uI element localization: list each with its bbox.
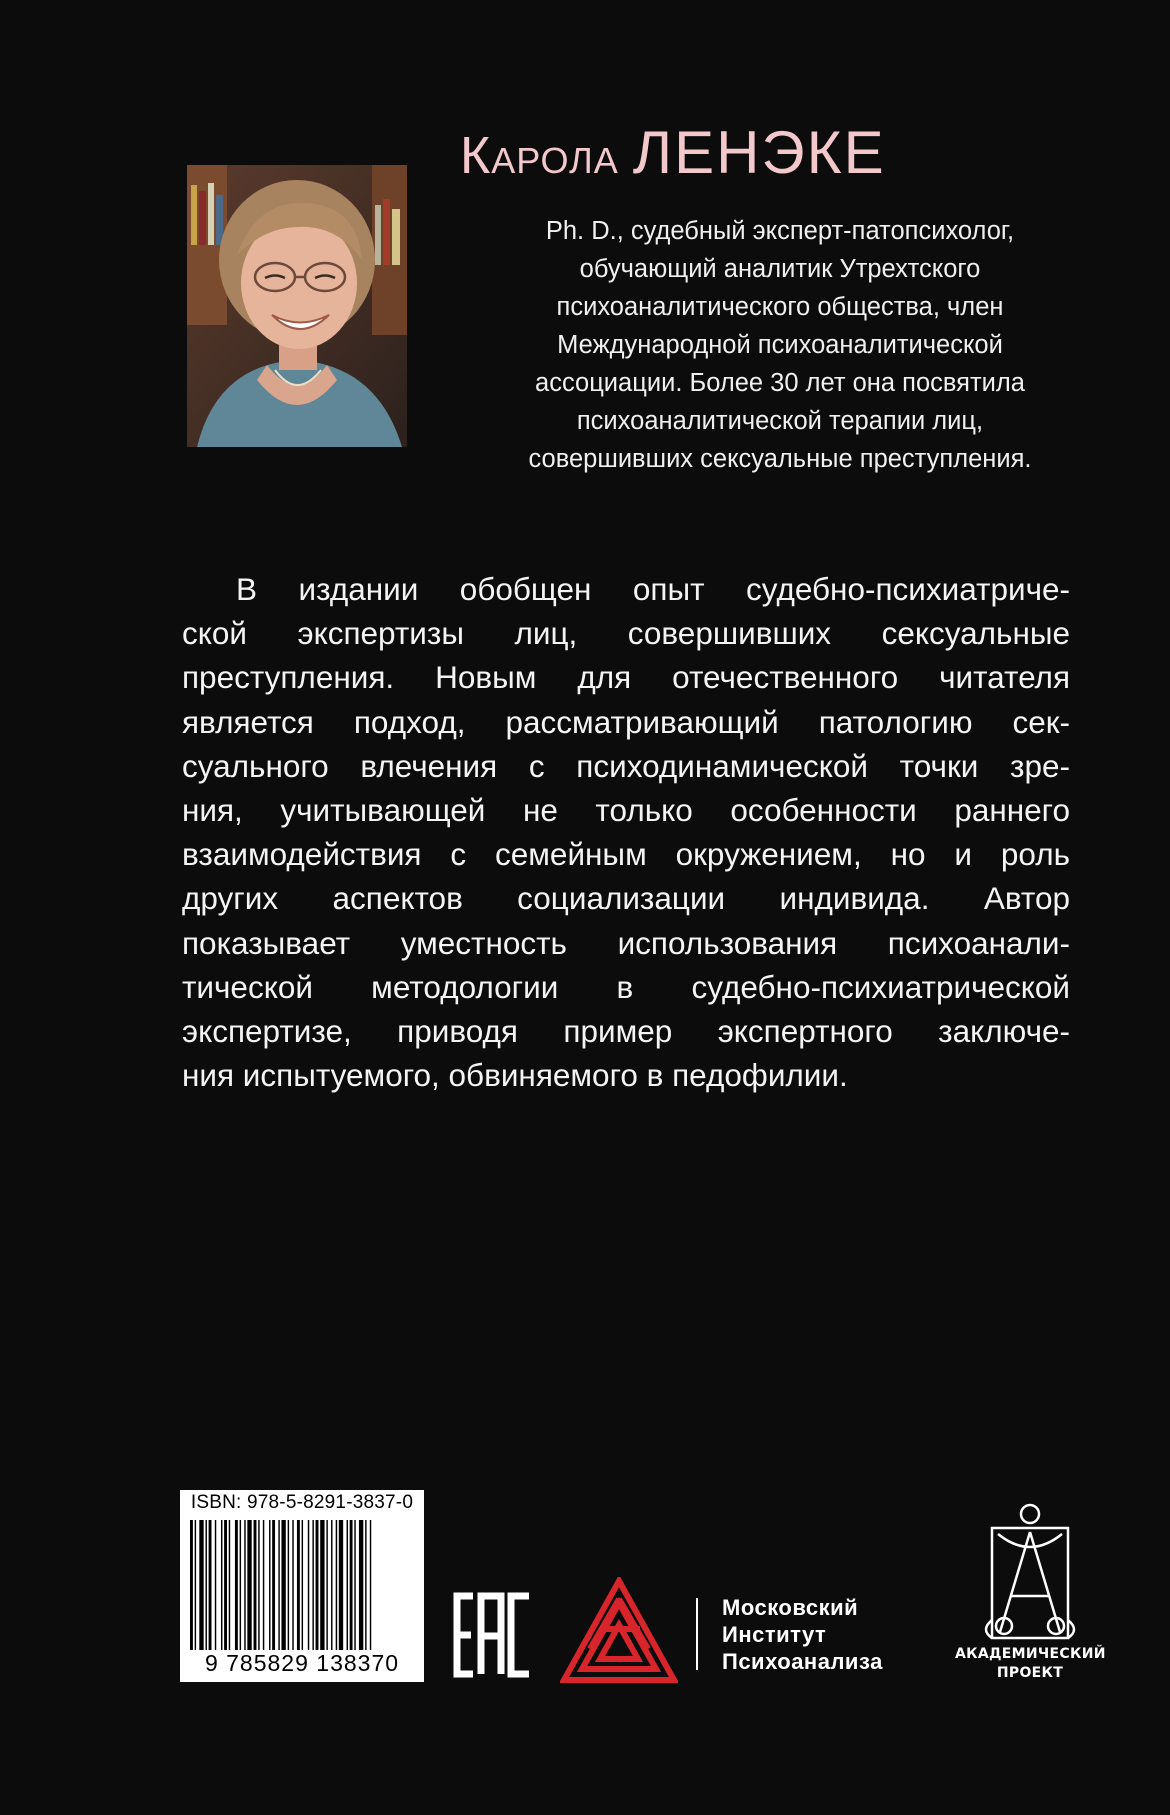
barcode-bar <box>308 1520 309 1650</box>
logo-divider <box>696 1598 698 1670</box>
isbn-barcode <box>180 1490 424 1682</box>
publisher-name <box>955 1645 1105 1683</box>
barcode-bar <box>350 1520 353 1650</box>
annotation-line: преступления. Новым для отечественного читателя <box>182 659 1070 696</box>
annotation-line: В издании обобщен опыт судебно-психиатриче- <box>236 571 1070 607</box>
barcode-bar <box>221 1520 222 1650</box>
barcode-bar <box>365 1520 366 1650</box>
bio-line: ассоциации. Более 30 лет она посвятила <box>535 369 1025 397</box>
annotation-line: суального влечения с психодинамической точки зре- <box>182 747 1070 784</box>
barcode-bar <box>302 1520 303 1650</box>
annotation-line: показывает уместность использования психоанали- <box>182 924 1070 961</box>
annotation-line: экспертизе, приводя пример экспертного заключе- <box>182 1013 1070 1050</box>
barcode-bar <box>278 1520 279 1650</box>
publisher-name-line: ПРОЕКТ <box>996 1665 1064 1681</box>
bio-line: Международной психоаналитической <box>557 331 1003 359</box>
barcode-bar <box>269 1520 270 1650</box>
barcode-bar <box>347 1520 348 1650</box>
barcode-bar <box>209 1520 212 1650</box>
author-last-name: ЛЕНЭКЕ <box>632 119 886 186</box>
barcode-bar <box>224 1520 227 1650</box>
barcode-bar <box>244 1520 245 1650</box>
barcode-bar <box>359 1520 363 1650</box>
institute-name-line: Институт <box>722 1622 827 1647</box>
institute-name-line: Московский <box>722 1595 859 1620</box>
annotation-line: других аспектов социализации индивида. Автор <box>182 880 1070 917</box>
annotation-line: взаимодействия с семейным окружением, но и роль <box>182 836 1070 873</box>
barcode-bar <box>235 1520 238 1650</box>
institute-name <box>722 1594 883 1675</box>
barcode-bar <box>215 1520 216 1650</box>
annotation-line: ния испытуемого, обвиняемого в педофилии. <box>182 1057 848 1094</box>
barcode-bar <box>229 1520 230 1650</box>
barcode-bar <box>316 1520 319 1650</box>
barcode-bar <box>240 1520 241 1650</box>
barcode-bar <box>288 1520 289 1650</box>
bio-line: Ph. D., судебный эксперт-патопсихолог, <box>545 217 1015 245</box>
annotation-line: ния, учитывающей не только особенности раннего <box>182 792 1070 829</box>
barcode-bar <box>281 1520 285 1650</box>
barcode-digits: 9 785829 138370 <box>204 1650 400 1676</box>
bio-line: психоаналитической терапии лиц, <box>576 407 984 435</box>
barcode-bar <box>339 1520 343 1650</box>
barcode-bar <box>331 1520 332 1650</box>
isbn-label: ISBN: 978-5-8291-3837-0 <box>190 1492 414 1513</box>
barcode-bar <box>297 1520 300 1650</box>
barcode-bar <box>206 1520 207 1650</box>
publisher-logo-icon <box>970 1500 1090 1658</box>
institute-triangle-logo-icon <box>560 1577 678 1684</box>
bio-line: обучающий аналитик Утрехтского <box>579 255 981 283</box>
author-bio <box>460 212 1100 478</box>
bio-line: психоаналитического общества, член <box>556 293 1004 321</box>
barcode-bar <box>247 1520 251 1650</box>
barcode-bar <box>354 1520 355 1650</box>
barcode-bar <box>326 1520 327 1650</box>
annotation-line: тической методологии в судебно-психиатрической <box>182 968 1070 1005</box>
bio-line: совершивших сексуальные преступления. <box>528 445 1032 473</box>
eac-mark-icon <box>451 1590 535 1680</box>
barcode-bar <box>336 1520 337 1650</box>
author-first-name: Карола <box>460 127 619 185</box>
author-photo <box>187 165 407 447</box>
annotation-line: ской экспертизы лиц, совершивших сексуальные <box>182 615 1070 652</box>
book-annotation <box>182 567 1070 1097</box>
barcode-bar <box>370 1520 371 1650</box>
barcode-bar <box>195 1520 196 1650</box>
annotation-line: является подход, рассматривающий патологию сек- <box>182 703 1070 740</box>
barcode-bar <box>199 1520 203 1650</box>
barcode-bar <box>272 1520 275 1650</box>
publisher-name-line: АКАДЕМИЧЕСКИЙ <box>955 1646 1106 1662</box>
barcode-bar <box>292 1520 293 1650</box>
barcode-bar <box>312 1520 313 1650</box>
barcode-bar <box>320 1520 324 1650</box>
barcode-bar <box>254 1520 257 1650</box>
author-name <box>460 118 886 187</box>
barcode-bar <box>190 1520 193 1650</box>
institute-name-line: Психоанализа <box>722 1649 883 1674</box>
barcode-bar <box>258 1520 259 1650</box>
barcode-bars <box>190 1520 418 1650</box>
barcode-bar <box>263 1520 264 1650</box>
